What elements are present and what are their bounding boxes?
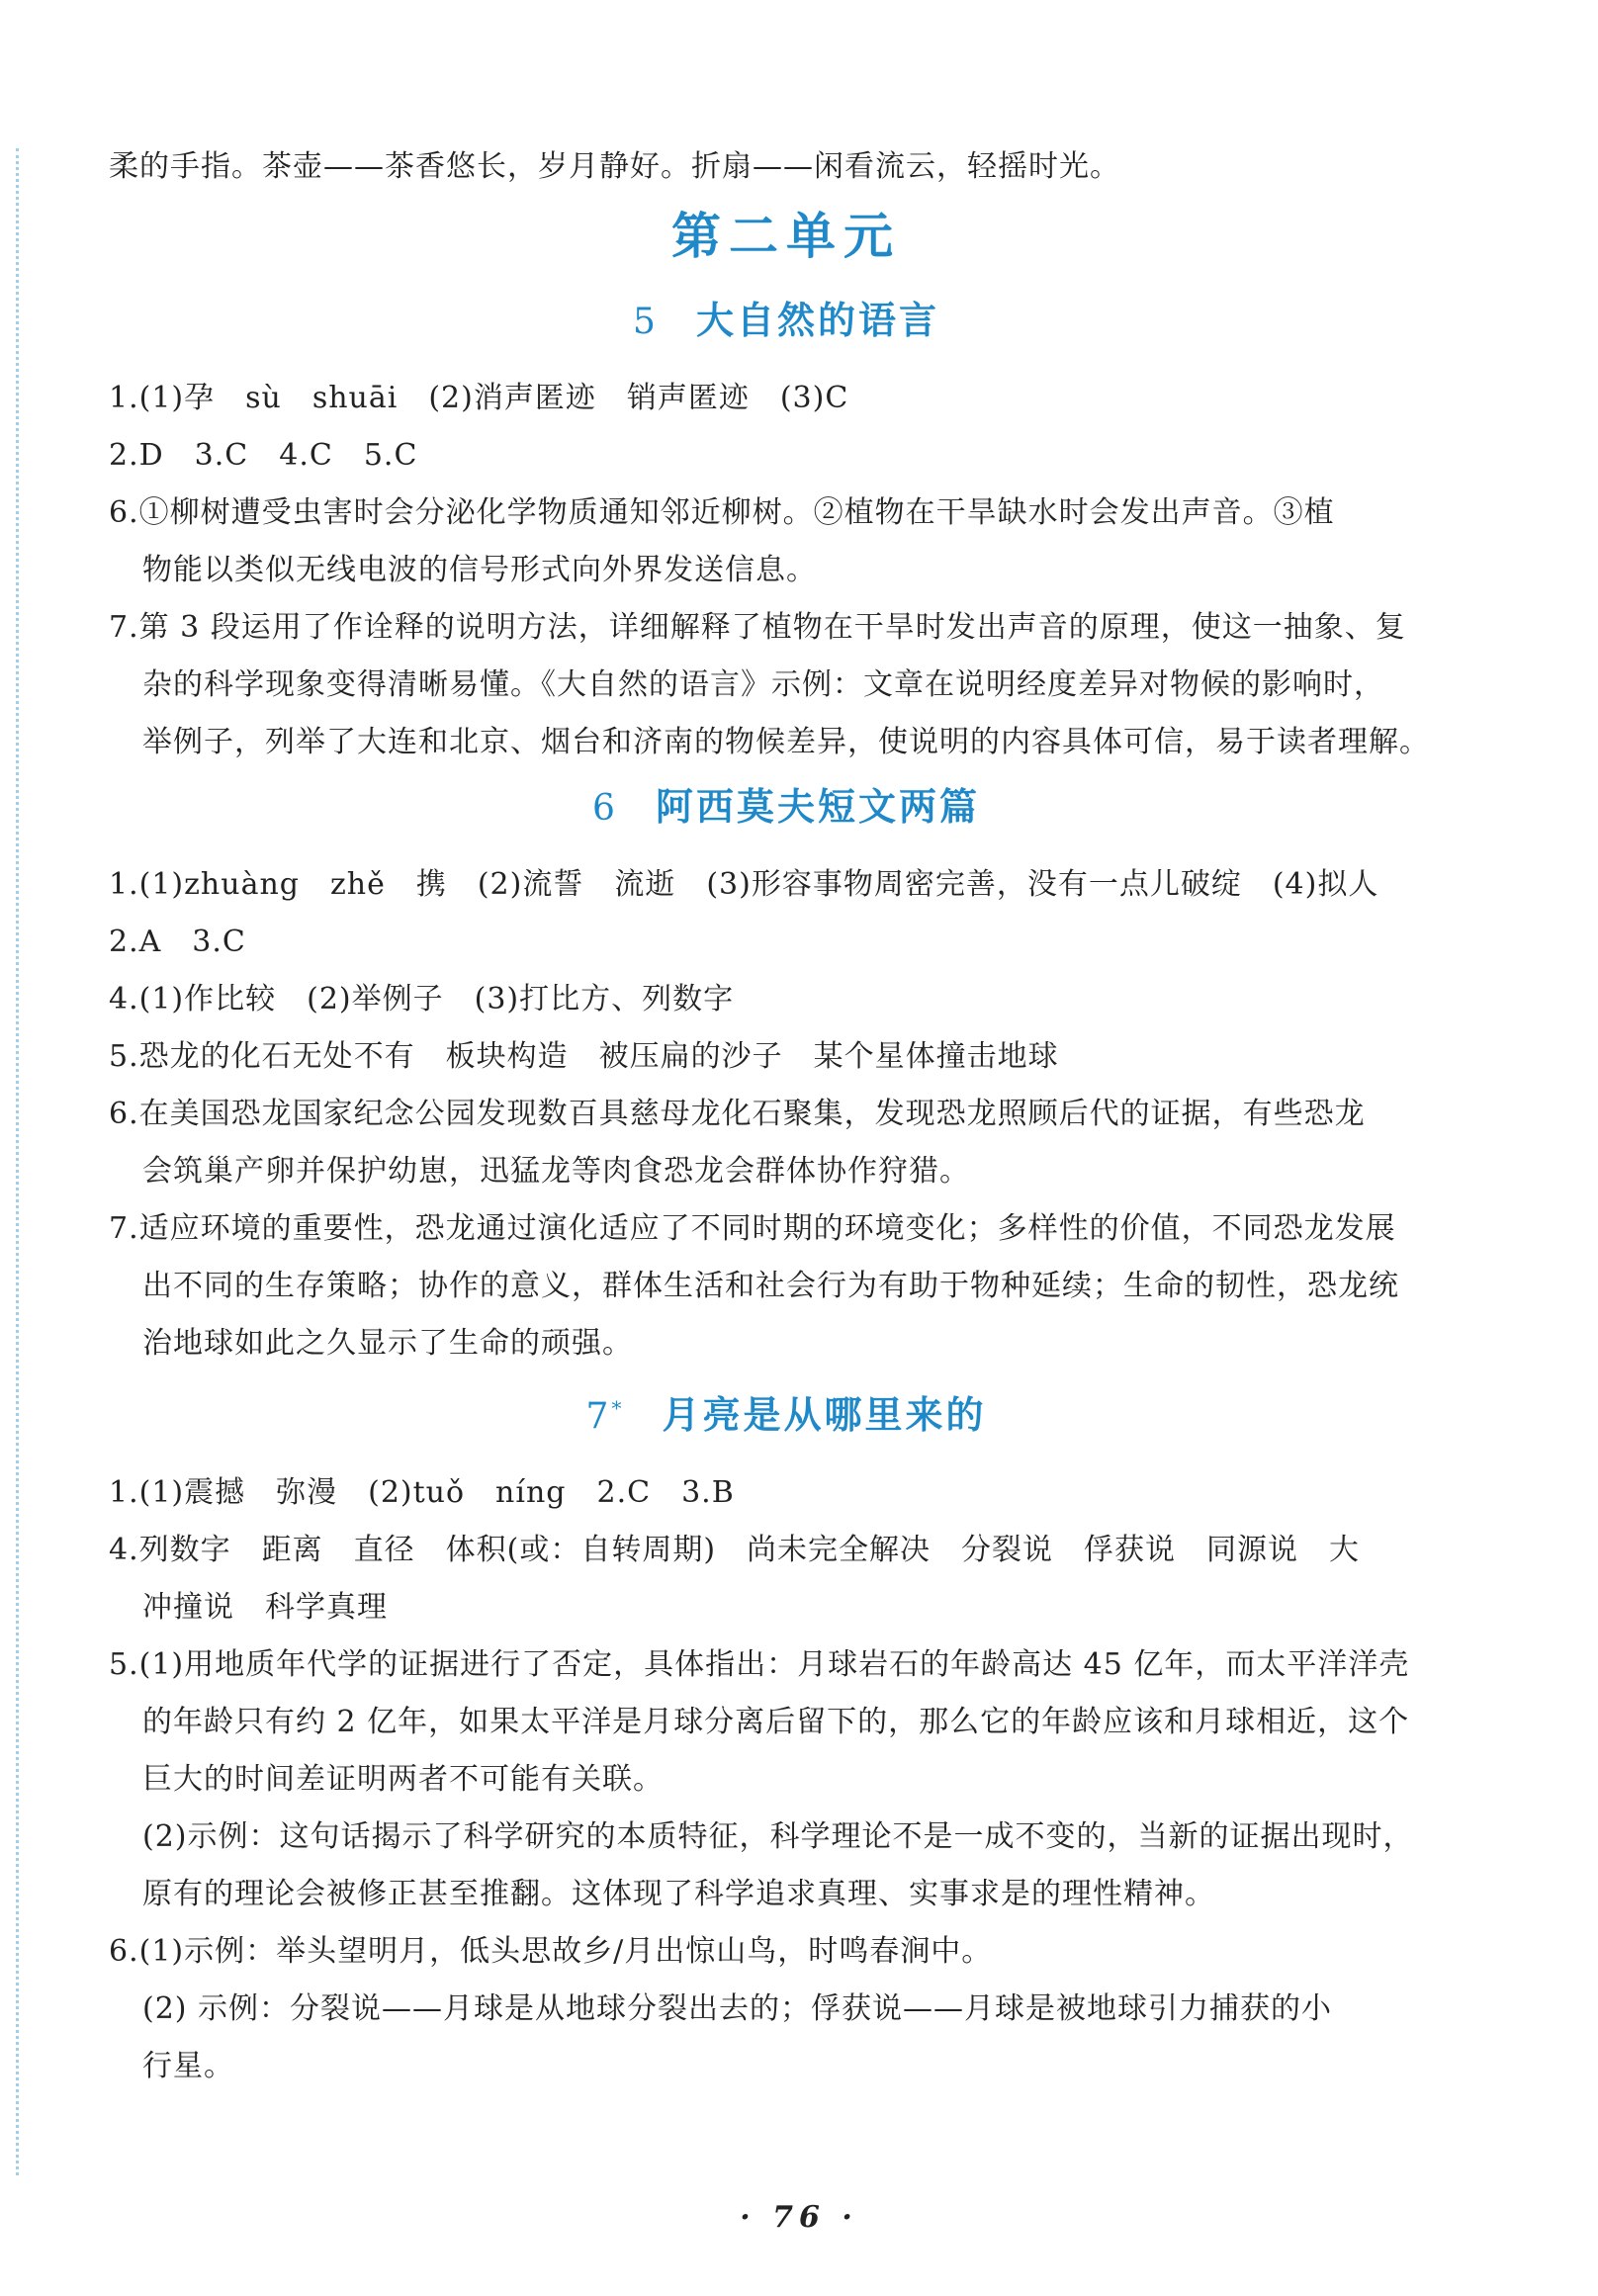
page-number-value: 76 [772, 2200, 826, 2235]
answer-line: 巨大的时间差证明两者不可能有关联。 [142, 1762, 664, 1797]
page-number: · 76 · [740, 2200, 858, 2235]
answer-line: 6.①柳树遭受虫害时会分泌化学物质通知邻近柳树。②植物在干旱缺水时会发出声音。③植 [109, 495, 1335, 530]
answer-line: 5.(1)用地质年代学的证据进行了否定，具体指出：月球岩石的年龄高达 45 亿年，而太平洋洋壳 [109, 1647, 1410, 1682]
page-content [109, 138, 1464, 2095]
answer-line: 原有的理论会被修正甚至推翻。这体现了科学追求真理、实事求是的理性精神。 [142, 1877, 1215, 1911]
answer-line: (2)示例：这句话揭示了科学研究的本质特征，科学理论不是一成不变的，当新的证据出现时， [142, 1819, 1414, 1854]
answer-line: (2) 示例：分裂说——月球是从地球分裂出去的；俘获说——月球是被地球引力捕获的小 [142, 1991, 1333, 2026]
lesson-number [586, 1396, 625, 1437]
answer-line: 举例子，列举了大连和北京、烟台和济南的物候差异，使说明的内容具体可信，易于读者理解。 [142, 725, 1430, 759]
answer-line: 出不同的生存策略；协作的意义，群体生活和社会行为有助于物种延续；生命的韧性，恐龙统 [142, 1269, 1399, 1303]
answer-line: 1.(1)zhuàng zhě 携 (2)流誓 流逝 (3)形容事物周密完善，没有一点儿破绽 (4)拟人 [109, 867, 1379, 902]
unit-title: 第二单元 [671, 207, 901, 265]
lesson-5-title [109, 291, 1464, 352]
answer-line: 7.适应环境的重要性，恐龙通过演化适应了不同时期的环境变化；多样性的价值，不同恐龙发展 [109, 1211, 1396, 1246]
answer-line: 5.恐龙的化石无处不有 板块构造 被压扁的沙子 某个星体撞击地球 [109, 1039, 1059, 1074]
lesson-7-title [109, 1378, 1464, 1447]
continuation-text: 柔的手指。茶壶——茶香悠长，岁月静好。折扇——闲看流云，轻摇时光。 [109, 149, 1120, 184]
answer-line: 6.在美国恐龙国家纪念公园发现数百具慈母龙化石聚集，发现恐龙照顾后代的证据，有些恐龙 [109, 1097, 1366, 1131]
lesson-number-value: 7 [585, 1396, 612, 1437]
answer-line: 7.第 3 段运用了作诠释的说明方法，详细解释了植物在干旱时发出声音的原理，使这一抽象、复 [109, 610, 1406, 645]
answer-line: 2.A 3.C [109, 925, 246, 959]
lesson-6-title [109, 777, 1464, 839]
answer-line: 冲撞说 科学真理 [142, 1590, 388, 1625]
answer-line: 物能以类似无线电波的信号形式向外界发送信息。 [142, 553, 817, 587]
answer-line: 杂的科学现象变得清晰易懂。《大自然的语言》示例：文章在说明经度差异对物候的影响时， [142, 667, 1384, 702]
answer-line: 2.D 3.C 4.C 5.C [109, 438, 418, 473]
answer-line: 6.(1)示例：举头望明月，低头思故乡/月出惊山鸟，时鸣春涧中。 [109, 1934, 993, 1969]
answer-line: 的年龄只有约 2 亿年，如果太平洋是月球分离后留下的，那么它的年龄应该和月球相近，这个 [142, 1705, 1410, 1739]
answer-line: 1.(1)孕 sù shuāi (2)消声匿迹 销声匿迹 (3)C [109, 381, 849, 415]
answer-line: 4.(1)作比较 (2)举例子 (3)打比方、列数字 [109, 982, 735, 1016]
page-edge-decoration [16, 148, 19, 2175]
answer-line: 治地球如此之久显示了生命的顽强。 [142, 1326, 633, 1361]
optional-lesson-mark: * [611, 1396, 625, 1420]
lesson-number: 5 [633, 302, 659, 342]
lesson-name: 阿西莫夫短文两篇 [655, 785, 980, 829]
lesson-name: 月亮是从哪里来的 [662, 1393, 987, 1437]
answer-line: 会筑巢产卵并保护幼崽，迅猛龙等肉食恐龙会群体协作狩猎。 [142, 1154, 970, 1189]
lesson-number: 6 [592, 788, 618, 829]
answer-line: 行星。 [142, 2049, 234, 2083]
answer-line: 1.(1)震撼 弥漫 (2)tuǒ níng 2.C 3.B [109, 1475, 735, 1510]
lesson-name: 大自然的语言 [695, 299, 939, 342]
answer-line: 4.列数字 距离 直径 体积(或：自转周期) 尚未完全解决 分裂说 俘获说 同源说 大 [109, 1533, 1361, 1567]
